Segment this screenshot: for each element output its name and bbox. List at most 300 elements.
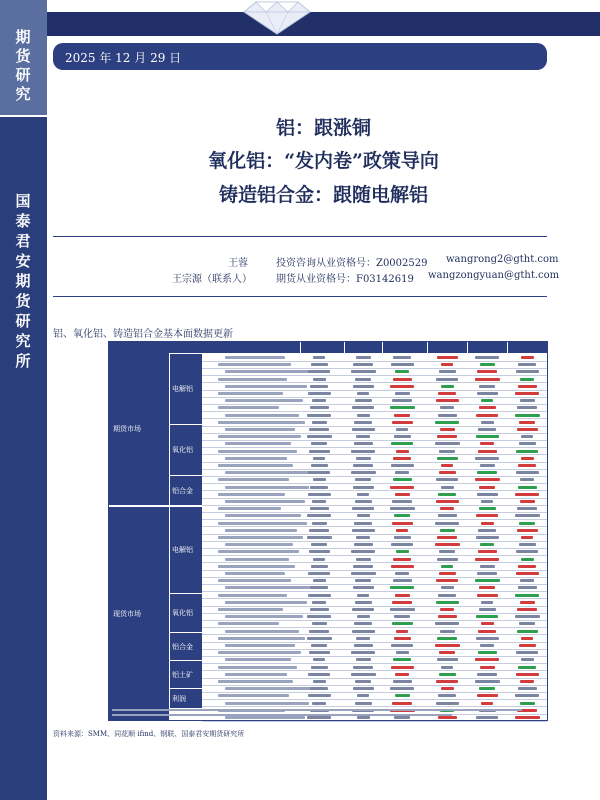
table-row-label (205, 577, 300, 584)
table-row-label (205, 448, 300, 455)
table-cell (303, 426, 335, 433)
table-cell (511, 397, 543, 404)
table-cell (511, 361, 543, 368)
table-cell (471, 512, 503, 519)
table-cell (303, 628, 335, 635)
table-cell (431, 512, 463, 519)
table-cell (431, 505, 463, 512)
table-cell (303, 476, 335, 483)
table-cell (347, 534, 379, 541)
table-cell (303, 390, 335, 397)
table-cell (347, 556, 379, 563)
table-cell (386, 354, 418, 361)
table-cell (471, 520, 503, 527)
table-cell (431, 620, 463, 627)
author-email[interactable]: wangzongyuan@gtht.com (428, 270, 560, 281)
table-cell (347, 570, 379, 577)
table-cell (431, 527, 463, 534)
table-cell (303, 534, 335, 541)
table-cell (471, 556, 503, 563)
header-band (47, 12, 600, 36)
table-row-label (205, 671, 300, 678)
table-cell (511, 534, 543, 541)
table-cell (431, 628, 463, 635)
table-row-label (205, 505, 300, 512)
table-cell (303, 462, 335, 469)
table-cell (303, 556, 335, 563)
table-cell (431, 678, 463, 685)
subcategory-cell (170, 353, 202, 424)
table-cell (347, 448, 379, 455)
table-row-label (205, 368, 300, 375)
table-cell (511, 556, 543, 563)
table-cell (386, 462, 418, 469)
table-cell (471, 671, 503, 678)
table-cell (303, 512, 335, 519)
table-cell (347, 664, 379, 671)
table-cell (511, 656, 543, 663)
table-row-label (205, 383, 300, 390)
table-cell (386, 404, 418, 411)
title-aluminium: 铝：跟涨铜 (275, 117, 371, 139)
table-cell (386, 635, 418, 642)
table-row-label (205, 455, 300, 462)
author-name: 王宗源（联系人） (172, 274, 252, 285)
table-cell (511, 476, 543, 483)
table-cell (431, 649, 463, 656)
table-cell (511, 404, 543, 411)
table-cell (471, 656, 503, 663)
table-cell (431, 635, 463, 642)
table-cell (303, 664, 335, 671)
table-cell (303, 649, 335, 656)
table-cell (347, 404, 379, 411)
table-cell (303, 361, 335, 368)
table-cell (511, 563, 543, 570)
table-cell (386, 484, 418, 491)
table-cell (303, 577, 335, 584)
table-cell (386, 397, 418, 404)
table-cell (303, 613, 335, 620)
table-cell (511, 376, 543, 383)
table-cell (303, 419, 335, 426)
author-email[interactable]: wangrong2@gtht.com (446, 254, 559, 265)
author-qualification: 期货从业资格号：F03142619 (276, 274, 414, 285)
table-cell (386, 692, 418, 699)
table-cell (431, 700, 463, 707)
table-header-cell (427, 342, 467, 353)
table-cell (431, 685, 463, 692)
table-cell (471, 563, 503, 570)
table-cell (511, 613, 543, 620)
table-row-label (205, 419, 300, 426)
table-cell (347, 512, 379, 519)
subcategory-cell (170, 632, 202, 660)
table-cell (347, 462, 379, 469)
table-cell (471, 397, 503, 404)
table-cell (471, 685, 503, 692)
table-cell (511, 390, 543, 397)
table-cell (303, 685, 335, 692)
table-cell (511, 570, 543, 577)
table-cell (431, 664, 463, 671)
table-cell (471, 642, 503, 649)
table-cell (511, 577, 543, 584)
table-cell (347, 692, 379, 699)
table-notes (112, 707, 542, 719)
table-cell (431, 491, 463, 498)
table-cell (431, 671, 463, 678)
table-cell (386, 512, 418, 519)
table-cell (431, 498, 463, 505)
table-cell (347, 419, 379, 426)
table-cell (347, 397, 379, 404)
table-cell (511, 700, 543, 707)
table-cell (303, 527, 335, 534)
table-cell (347, 678, 379, 685)
table-cell (347, 376, 379, 383)
subcategory-label: 利润 (172, 694, 186, 703)
table-cell (303, 606, 335, 613)
sidebar-bottom-panel (0, 117, 47, 800)
table-cell (347, 368, 379, 375)
table-cell (303, 584, 335, 591)
table-cell (386, 476, 418, 483)
table-cell (511, 462, 543, 469)
table-row-label (205, 390, 300, 397)
subcategory-cell (170, 660, 202, 688)
table-cell (431, 570, 463, 577)
sidebar-top-text: 期货研究 (15, 28, 31, 103)
table-cell (347, 671, 379, 678)
subcategory-label: 铝土矿 (172, 670, 193, 679)
table-cell (511, 678, 543, 685)
table-cell (431, 548, 463, 555)
table-cell (471, 628, 503, 635)
table-cell (386, 383, 418, 390)
table-cell (303, 455, 335, 462)
table-row-label (205, 692, 300, 699)
table-cell (431, 419, 463, 426)
table-cell (471, 541, 503, 548)
table-cell (471, 577, 503, 584)
table-cell (511, 383, 543, 390)
table-cell (386, 584, 418, 591)
table-cell (386, 599, 418, 606)
table-cell (303, 397, 335, 404)
table-row-label (205, 599, 300, 606)
table-cell (471, 404, 503, 411)
table-cell (471, 635, 503, 642)
table-cell (511, 599, 543, 606)
table-cell (511, 692, 543, 699)
table-cell (386, 448, 418, 455)
table-cell (431, 440, 463, 447)
table-row-label (205, 584, 300, 591)
subcategory-cell (170, 475, 202, 505)
table-cell (511, 484, 543, 491)
table-cell (303, 376, 335, 383)
table-row-label (205, 685, 300, 692)
table-cell (471, 376, 503, 383)
subcategory-label: 氧化铝 (172, 609, 193, 617)
table-cell (386, 700, 418, 707)
table-cell (431, 390, 463, 397)
table-cell (347, 613, 379, 620)
table-cell (386, 548, 418, 555)
table-cell (347, 592, 379, 599)
table-cell (303, 469, 335, 476)
table-cell (347, 412, 379, 419)
table-row-label (205, 462, 300, 469)
table-cell (386, 534, 418, 541)
table-cell (386, 491, 418, 498)
table-cell (431, 599, 463, 606)
table-cell (511, 548, 543, 555)
table-cell (303, 570, 335, 577)
table-cell (386, 426, 418, 433)
title-alumina: 氧化铝：“发内卷”政策导向 (208, 150, 439, 172)
table-row-label (205, 433, 300, 440)
table-cell (347, 491, 379, 498)
table-cell (471, 448, 503, 455)
table-cell (471, 570, 503, 577)
table-cell (303, 592, 335, 599)
table-cell (347, 433, 379, 440)
subcategory-label: 氧化铝 (172, 446, 193, 454)
table-row-label (205, 498, 300, 505)
table-cell (347, 628, 379, 635)
table-cell (386, 577, 418, 584)
table-cell (511, 527, 543, 534)
date-bar (53, 43, 547, 70)
category-futures-label: 期货市场 (113, 425, 141, 433)
table-cell (511, 664, 543, 671)
table-cell (471, 498, 503, 505)
table-cell (471, 455, 503, 462)
author-bottom-rule (53, 296, 547, 297)
table-cell (303, 412, 335, 419)
table-cell (347, 577, 379, 584)
table-cell (303, 354, 335, 361)
table-cell (511, 433, 543, 440)
table-cell (347, 440, 379, 447)
table-cell (511, 448, 543, 455)
sidebar-top-panel (0, 0, 47, 115)
table-cell (431, 563, 463, 570)
table-row-label (205, 548, 300, 555)
table-header-cell (382, 342, 427, 353)
table-cell (471, 649, 503, 656)
subcategory-cell (170, 424, 202, 475)
table-cell (431, 448, 463, 455)
table-cell (471, 599, 503, 606)
table-cell (431, 613, 463, 620)
table-cell (303, 433, 335, 440)
table-cell (471, 462, 503, 469)
table-cell (511, 419, 543, 426)
table-cell (471, 592, 503, 599)
table-cell (431, 368, 463, 375)
table-cell (511, 440, 543, 447)
table-row-label (205, 512, 300, 519)
table-cell (471, 390, 503, 397)
table-cell (431, 455, 463, 462)
table-cell (471, 692, 503, 699)
table-row-label (205, 404, 300, 411)
table-cell (431, 520, 463, 527)
table-cell (511, 354, 543, 361)
table-cell (386, 606, 418, 613)
table-row-label (205, 541, 300, 548)
table-cell (471, 412, 503, 419)
table-cell (511, 584, 543, 591)
table-cell (386, 368, 418, 375)
table-cell (347, 484, 379, 491)
table-cell (303, 548, 335, 555)
table-cell (471, 548, 503, 555)
table-row-label (205, 491, 300, 498)
table-cell (347, 642, 379, 649)
data-source-note: 资料来源：SMM、同花顺 ifind、钢联、国泰君安期货研究所 (53, 730, 245, 738)
table-cell (347, 505, 379, 512)
table-cell (303, 671, 335, 678)
table-section-label: 铝、氧化铝、铸造铝合金基本面数据更新 (53, 329, 233, 340)
table-cell (471, 664, 503, 671)
subcategory-label: 电解铝 (172, 385, 193, 393)
table-cell (471, 484, 503, 491)
table-cell (431, 462, 463, 469)
table-cell (431, 476, 463, 483)
subcategory-label: 电解铝 (172, 546, 193, 554)
table-cell (471, 440, 503, 447)
table-cell (386, 520, 418, 527)
table-cell (471, 426, 503, 433)
table-cell (431, 404, 463, 411)
table-cell (347, 656, 379, 663)
table-cell (347, 354, 379, 361)
table-cell (303, 505, 335, 512)
table-cell (303, 700, 335, 707)
table-row-label (205, 613, 300, 620)
table-cell (386, 505, 418, 512)
table-cell (303, 635, 335, 642)
table-cell (511, 412, 543, 419)
table-header-cell (300, 342, 344, 353)
table-cell (303, 642, 335, 649)
table-cell (471, 505, 503, 512)
diamond-logo-icon (240, 0, 314, 36)
table-cell (431, 656, 463, 663)
table-cell (386, 664, 418, 671)
category-futures (109, 353, 169, 505)
fundamentals-table (108, 341, 548, 721)
table-cell (386, 361, 418, 368)
table-row-label (205, 527, 300, 534)
table-cell (386, 656, 418, 663)
table-cell (431, 556, 463, 563)
table-cell (471, 678, 503, 685)
table-cell (347, 469, 379, 476)
table-cell (347, 620, 379, 627)
table-row-label (205, 570, 300, 577)
table-cell (303, 368, 335, 375)
subcategory-cell (170, 593, 202, 632)
table-cell (386, 455, 418, 462)
table-cell (347, 700, 379, 707)
table-cell (386, 563, 418, 570)
table-row-label (205, 397, 300, 404)
table-row-label (205, 426, 300, 433)
table-cell (303, 383, 335, 390)
table-cell (386, 376, 418, 383)
table-cell (511, 620, 543, 627)
table-cell (386, 541, 418, 548)
table-row-label (205, 556, 300, 563)
table-cell (511, 628, 543, 635)
table-cell (303, 498, 335, 505)
table-row-label (205, 484, 300, 491)
table-row-label (205, 656, 300, 663)
table-cell (471, 476, 503, 483)
table-cell (386, 556, 418, 563)
subcategory-cell (170, 506, 202, 593)
author-top-rule (53, 236, 547, 237)
table-cell (347, 606, 379, 613)
subcategory-label: 铝合金 (172, 642, 193, 651)
table-cell (511, 491, 543, 498)
table-cell (511, 426, 543, 433)
table-row-label (205, 642, 300, 649)
table-row-label (205, 700, 300, 707)
table-cell (303, 678, 335, 685)
table-cell (511, 592, 543, 599)
category-spot (109, 506, 169, 721)
table-cell (347, 383, 379, 390)
table-row-label (205, 563, 300, 570)
table-cell (303, 541, 335, 548)
table-cell (347, 548, 379, 555)
table-cell (347, 361, 379, 368)
table-cell (303, 599, 335, 606)
table-cell (431, 592, 463, 599)
table-row-label (205, 678, 300, 685)
table-cell (471, 613, 503, 620)
table-cell (431, 606, 463, 613)
table-cell (431, 642, 463, 649)
table-row-label (205, 534, 300, 541)
table-cell (347, 563, 379, 570)
table-cell (347, 527, 379, 534)
table-cell (386, 592, 418, 599)
table-cell (386, 498, 418, 505)
table-cell (471, 534, 503, 541)
table-cell (303, 520, 335, 527)
table-cell (431, 412, 463, 419)
table-cell (386, 620, 418, 627)
table-cell (471, 584, 503, 591)
table-cell (347, 584, 379, 591)
table-cell (303, 656, 335, 663)
table-cell (347, 599, 379, 606)
table-header-cell (507, 342, 547, 353)
table-cell (431, 534, 463, 541)
table-cell (386, 390, 418, 397)
table-cell (347, 498, 379, 505)
table-cell (511, 606, 543, 613)
table-cell (386, 649, 418, 656)
table-cell (386, 570, 418, 577)
